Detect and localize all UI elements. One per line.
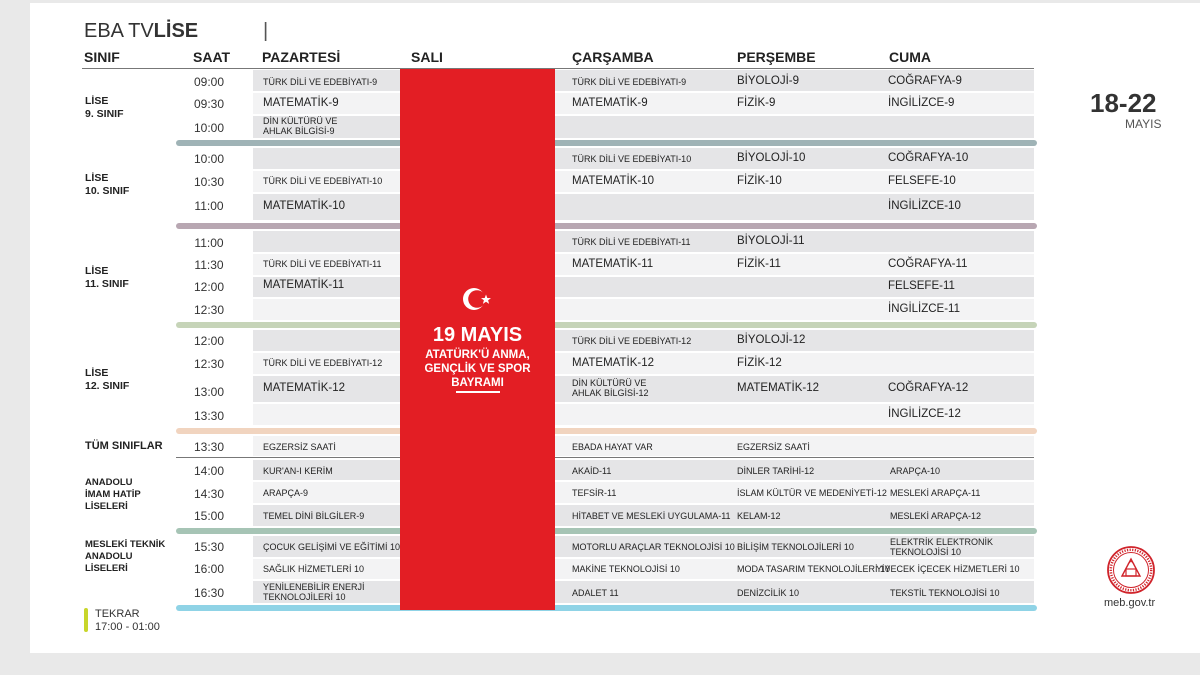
group-separator-12 [176,428,1037,434]
group-label-9: LİSE 9. SINIF [85,95,124,120]
lesson-cell: COĞRAFYA-10 [888,152,969,164]
meb-logo-icon [1106,545,1156,595]
lesson-cell: MATEMATİK-9 [263,97,339,109]
lesson-cell: TEMEL DİNİ BİLGİLER-9 [263,511,365,521]
lesson-cell: KELAM-12 [737,511,781,521]
col-header-sinif: SINIF [84,49,120,65]
lesson-cell: ADALET 11 [572,588,619,598]
time-cell: 13:00 [193,385,225,399]
month-label: MAYIS [1125,117,1162,131]
group-separator-9 [176,140,1037,146]
lesson-cell: İNGİLİZCE-11 [888,303,960,315]
lesson-cell: EGZERSİZ SAATİ [263,442,336,452]
lesson-cell: DİN KÜLTÜRÜ VE AHLAK BİLGİSİ-12 [572,378,649,399]
lesson-cell: MOTORLU ARAÇLAR TEKNOLOJİSİ 10 [572,542,735,552]
lesson-cell: BİLİŞİM TEKNOLOJİLERİ 10 [737,542,854,552]
lesson-cell: BİYOLOJİ-10 [737,152,806,164]
lesson-cell: BİYOLOJİ-9 [737,75,799,87]
time-cell: 09:30 [193,97,225,111]
col-header-saat: SAAT [193,49,231,65]
group-label-imam-hatip: ANADOLU İMAM HATİP LİSELERİ [85,477,141,512]
time-cell: 13:30 [193,409,225,423]
col-header-sali: SALI [411,49,443,65]
lesson-cell: COĞRAFYA-12 [888,382,969,394]
time-cell: 15:00 [193,509,225,523]
lesson-cell: TEFSİR-11 [572,488,617,498]
time-cell: 12:00 [193,280,225,294]
crescent-star-icon [461,284,495,314]
header-divider [82,68,1034,69]
time-cell: 14:00 [193,464,225,478]
lesson-cell: FİZİK-11 [737,258,781,270]
lesson-cell: MESLEKİ ARAPÇA-12 [890,511,982,521]
time-cell: 12:30 [193,357,225,371]
time-cell: 16:00 [193,562,225,576]
lesson-cell: İNGİLİZCE-10 [888,200,961,212]
table-row [253,116,1034,138]
tekrar-marker [84,608,88,632]
lesson-cell: TÜRK DİLİ VE EDEBİYATI-11 [572,237,691,247]
lesson-cell: HİTABET VE MESLEKİ UYGULAMA-11 [572,511,731,521]
time-cell: 11:00 [194,199,224,213]
date-range: 18-22 [1090,88,1157,118]
lesson-cell: YENİLENEBİLİR ENERJİ TEKNOLOJİLERİ 10 [263,582,365,603]
tekrar-info [95,608,160,633]
lesson-cell: TÜRK DİLİ VE EDEBİYATI-10 [263,176,383,186]
title-separator [263,20,1124,26]
lesson-cell: MATEMATİK-10 [263,200,345,212]
time-cell: 15:30 [193,540,225,554]
group-separator-10 [176,223,1037,229]
col-header-carsamba: ÇARŞAMBA [572,49,654,65]
holiday-title: 19 MAYIS [432,324,523,346]
lesson-cell: SAĞLIK HİZMETLERİ 10 [263,564,365,574]
lesson-cell: MODA TASARIM TEKNOLOJİLERİ 10 [737,564,891,574]
lesson-cell: DİNLER TARİHİ-12 [737,466,815,476]
lesson-cell: MESLEKİ ARAPÇA-11 [890,488,981,498]
lesson-cell: MATEMATİK-12 [737,382,819,394]
time-cell: 13:30 [193,440,225,454]
lesson-cell: FELSEFE-11 [888,280,955,292]
lesson-cell: AKAİD-11 [572,466,612,476]
time-cell: 12:00 [193,334,225,348]
lesson-cell: TÜRK DİLİ VE EDEBİYATI-11 [263,259,382,269]
time-cell: 10:30 [193,175,225,189]
group-label-11: LİSE 11. SINIF [85,265,129,290]
lesson-cell: TÜRK DİLİ VE EDEBİYATI-9 [572,77,687,87]
lesson-cell: FELSEFE-10 [888,175,956,187]
lesson-cell: ARAPÇA-9 [263,488,309,498]
lesson-cell: ELEKTRİK ELEKTRONİK TEKNOLOJİSİ 10 [890,537,994,558]
lesson-cell: YİYECEK İÇECEK HİZMETLERİ 10 [876,564,1020,574]
website-label: meb.gov.tr [1104,597,1156,609]
level-label: LİSE [153,20,199,42]
time-cell: 16:30 [193,586,225,600]
lesson-cell: COĞRAFYA-9 [888,75,962,87]
time-cell: 10:00 [193,121,225,135]
col-header-persembe: PERŞEMBE [737,49,816,65]
group-label-10: LİSE 10. SINIF [85,172,130,197]
lesson-cell: EBADA HAYAT VAR [572,442,653,452]
group-label-all: TÜM SINIFLAR [85,440,163,452]
lesson-cell: İNGİLİZCE-12 [888,408,961,420]
tekrar-time: 17:00 - 01:00 [95,620,160,633]
group-label-mesleki-teknik: MESLEKİ TEKNİK ANADOLU LİSELERİ [85,539,166,574]
time-cell: 10:00 [193,152,225,166]
group-separator-imam-hatip [176,528,1037,534]
lesson-cell: MATEMATİK-9 [572,97,648,109]
holiday-subtitle: ATATÜRK'Ü ANMA, GENÇLİK VE SPOR BAYRAMI [424,349,531,389]
lesson-cell: İSLAM KÜLTÜR VE MEDENİYETİ-12 [737,488,887,498]
col-header-cuma: CUMA [889,49,931,65]
lesson-cell: DENİZCİLİK 10 [737,588,800,598]
time-cell: 12:30 [193,303,225,317]
lesson-cell: İNGİLİZCE-9 [888,97,955,109]
lesson-cell: BİYOLOJİ-11 [737,235,805,247]
lesson-cell: EGZERSİZ SAATİ [737,442,810,452]
lesson-cell: TÜRK DİLİ VE EDEBİYATI-9 [263,77,378,87]
holiday-banner [400,69,555,610]
group-separator-11 [176,322,1037,328]
lesson-cell: TÜRK DİLİ VE EDEBİYATI-10 [572,154,692,164]
time-cell: 09:00 [193,75,225,89]
lesson-cell: ÇOCUK GELİŞİMİ VE EĞİTİMİ 10 [263,542,401,552]
lesson-cell: FİZİK-10 [737,175,782,187]
lesson-cell: FİZİK-12 [737,357,782,369]
time-cell: 11:00 [194,236,224,250]
time-cell: 14:30 [193,487,225,501]
group-separator-mesleki-teknik [176,605,1037,611]
lesson-cell: FİZİK-9 [737,97,776,109]
lesson-cell: MAKİNE TEKNOLOJİSİ 10 [572,564,680,574]
lesson-cell: TÜRK DİLİ VE EDEBİYATI-12 [572,336,692,346]
section-divider [176,457,1034,458]
lesson-cell: COĞRAFYA-11 [888,258,968,270]
lesson-cell: MATEMATİK-12 [263,382,345,394]
lesson-cell: KUR'AN-I KERİM [263,466,333,476]
lesson-cell: MATEMATİK-10 [572,175,654,187]
lesson-cell: TÜRK DİLİ VE EDEBİYATI-12 [263,358,383,368]
lesson-cell: MATEMATİK-11 [263,279,345,291]
lesson-cell: ARAPÇA-10 [890,466,941,476]
holiday-underline [456,391,500,393]
brand-label: EBA TV [84,20,154,42]
lesson-cell: MATEMATİK-12 [572,357,654,369]
lesson-cell: MATEMATİK-11 [572,258,654,270]
page-title [84,20,198,43]
lesson-cell: DİN KÜLTÜRÜ VE AHLAK BİLGİSİ-9 [263,116,338,137]
lesson-cell: BİYOLOJİ-12 [737,334,806,346]
tekrar-label: TEKRAR [95,608,140,620]
col-header-pazartesi: PAZARTESİ [262,49,341,65]
lesson-cell: TEKSTİL TEKNOLOJİSİ 10 [890,588,1000,598]
time-cell: 11:30 [194,258,224,272]
group-label-12: LİSE 12. SINIF [85,367,130,392]
